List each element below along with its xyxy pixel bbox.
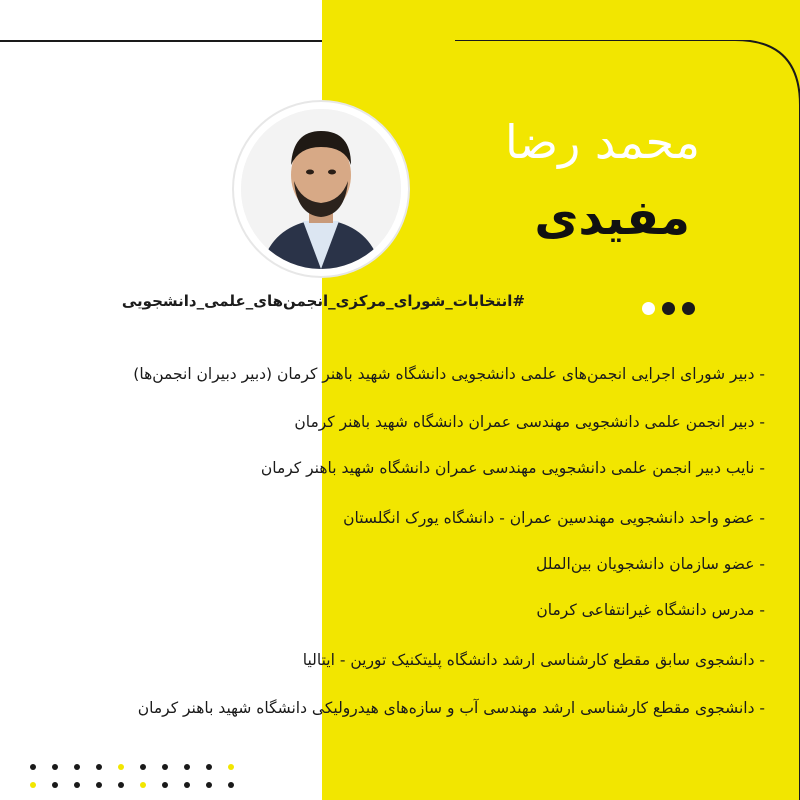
dot-icon <box>642 302 655 315</box>
top-divider-line <box>0 40 322 42</box>
avatar <box>232 100 410 278</box>
person-illustration-icon <box>241 109 401 269</box>
hashtag-text[interactable]: #انتخابات_شورای_مرکزی_انجمن‌های_علمی_دانشجویی <box>121 292 525 310</box>
three-dots-icon <box>640 302 710 316</box>
list-item: - نایب دبیر انجمن علمی دانشجویی مهندسی عمران دانشگاه شهید باهنر کرمان <box>260 459 765 477</box>
dot-icon <box>662 302 675 315</box>
last-name: مفیدی <box>534 190 690 246</box>
dot-icon <box>682 302 695 315</box>
list-item: - مدرس دانشگاه غیرانتفاعی کرمان <box>536 601 765 619</box>
list-item: - عضو واحد دانشجویی مهندسین عمران - دانشگاه یورک انگلستان <box>343 509 765 527</box>
profile-photo-icon <box>241 109 401 269</box>
list-item: - دانشجوی سابق مقطع کارشناسی ارشد دانشگاه پلیتکنیک تورین - ایتالیا <box>302 651 765 669</box>
list-item: - دبیر شورای اجرایی انجمن‌های علمی دانشجویی دانشگاه شهید باهنر کرمان (دبیر دبیران انجمن‌ها) <box>133 365 765 383</box>
list-item: - عضو سازمان دانشجویان بین‌الملل <box>535 555 765 573</box>
decorative-dot-grid-icon <box>30 760 260 790</box>
list-item: - دانشجوی مقطع کارشناسی ارشد مهندسی آب و سازه‌های هیدرولیکی دانشگاه شهید باهنر کرمان <box>137 699 765 717</box>
list-item: - دبیر انجمن علمی دانشجویی مهندسی عمران دانشگاه شهید باهنر کرمان <box>294 413 765 431</box>
first-name: محمد رضا <box>505 115 700 169</box>
